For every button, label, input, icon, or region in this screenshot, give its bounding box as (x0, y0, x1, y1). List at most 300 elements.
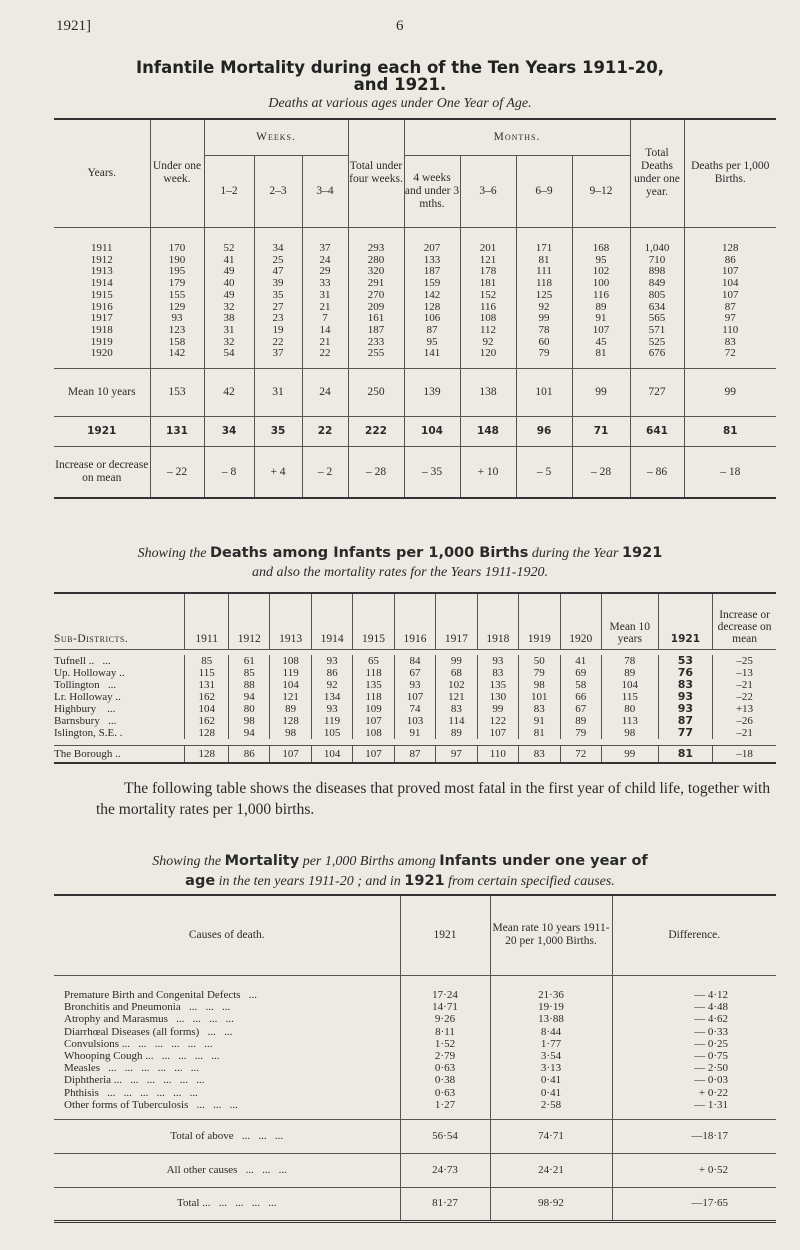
cell: 115 (185, 667, 229, 679)
cell: Lr. Holloway .. (54, 691, 121, 703)
cell: 111 (516, 266, 572, 278)
cell: 1911 (90, 242, 113, 254)
cell: 34 (254, 243, 302, 255)
cell: 1921 (87, 425, 117, 438)
cell: 61 (229, 655, 270, 667)
cell: – 8 (204, 446, 254, 498)
cell: 222 (348, 416, 404, 446)
cell: 78 (516, 325, 572, 337)
cell: 116 (460, 302, 516, 314)
cell: 128 (270, 715, 311, 727)
cell: 52 (204, 243, 254, 255)
total-above-row (54, 1119, 776, 1153)
cell: —18·17 (612, 1119, 776, 1153)
cell: 121 (460, 255, 516, 267)
cell: 66 (560, 691, 601, 703)
table1-title-line1: Infantile Mortality during each of the Ten Years 1911-20, (136, 58, 664, 77)
cell: 67 (394, 667, 435, 679)
cell: 93 (394, 679, 435, 691)
cell: 1·77 (490, 1038, 612, 1050)
cell: 135 (477, 679, 518, 691)
cell: — 0·33 (612, 1026, 776, 1038)
row-1921 (54, 416, 776, 446)
cell: 31 (204, 325, 254, 337)
table-row (54, 266, 776, 278)
cell: 118 (353, 691, 394, 703)
cell: 187 (348, 325, 404, 337)
cell: 128 (185, 745, 229, 763)
cell: 89 (601, 667, 658, 679)
table-row (54, 655, 776, 667)
cell: 133 (404, 255, 460, 267)
cell: 24·73 (400, 1153, 490, 1187)
cell: 130 (477, 691, 518, 703)
cell: 47 (254, 266, 302, 278)
subdistrict-rates-table (54, 592, 776, 764)
cell: — 1·31 (612, 1099, 776, 1111)
cell: 107 (477, 727, 518, 739)
all-other-row (54, 1153, 776, 1187)
cell: 93 (477, 655, 518, 667)
cell: 123 (150, 325, 204, 337)
cell: 91 (519, 715, 560, 727)
cell: 93 (658, 703, 713, 715)
cell: — 4·48 (612, 1001, 776, 1013)
column-header: 1913 (270, 593, 311, 649)
cell: 102 (572, 266, 630, 278)
cell: 93 (311, 655, 352, 667)
table-row (54, 703, 776, 715)
cell: 255 (348, 348, 404, 360)
cell: 87 (394, 745, 435, 763)
cell: 138 (460, 368, 516, 416)
table-row (54, 255, 776, 267)
cell: 101 (516, 368, 572, 416)
table-row (54, 1038, 776, 1050)
table-row (54, 325, 776, 337)
cell: 24 (302, 368, 348, 416)
cell: – 28 (348, 446, 404, 498)
cell: 89 (270, 703, 311, 715)
cell: – 22 (150, 446, 204, 498)
cell: 49 (204, 290, 254, 302)
cell: 37 (254, 348, 302, 360)
cell: 107 (270, 745, 311, 763)
total-row (54, 1187, 776, 1221)
cell: 727 (630, 368, 684, 416)
cell: 85 (229, 667, 270, 679)
cell: 24 (302, 255, 348, 267)
cell: 49 (204, 266, 254, 278)
table1-title-line2: and 1921. (353, 75, 447, 94)
cell: +13 (713, 703, 776, 715)
cell: –13 (713, 667, 776, 679)
cell: 1·27 (400, 1099, 490, 1111)
cell: 9·26 (400, 1013, 490, 1025)
table-row (54, 1099, 776, 1111)
cell: Up. Holloway .. (54, 667, 125, 679)
col-m69: 6–9 (516, 155, 572, 227)
mean-row (54, 368, 776, 416)
cell: Atrophy and Marasmus ... ... ... ... (64, 1013, 234, 1026)
cell: 135 (353, 679, 394, 691)
cell: 37 (302, 243, 348, 255)
cell: 250 (348, 368, 404, 416)
cell: 81 (684, 416, 776, 446)
cell: 178 (460, 266, 516, 278)
cell: 91 (572, 313, 630, 325)
cell: 104 (404, 416, 460, 446)
infant-mortality-table (54, 118, 776, 499)
cell: Other forms of Tuberculosis ... ... ... (64, 1098, 238, 1111)
cell: 134 (311, 691, 352, 703)
cell: 120 (460, 348, 516, 360)
cell: 104 (311, 745, 352, 763)
cell: 1914 (90, 277, 113, 290)
table-row (54, 313, 776, 325)
cell: Islington, S.E. . (54, 727, 123, 739)
cell: 22 (302, 348, 348, 360)
cell: 31 (302, 290, 348, 302)
cell: 98·92 (490, 1187, 612, 1221)
cell: 128 (404, 302, 460, 314)
cell: 3·13 (490, 1062, 612, 1074)
cell: 53 (658, 655, 713, 667)
column-header: 1919 (519, 593, 560, 649)
cell: 104 (601, 679, 658, 691)
cell: 80 (601, 703, 658, 715)
cell: 112 (460, 325, 516, 337)
cell: 171 (516, 243, 572, 255)
column-header: Mean 10 years (601, 593, 658, 649)
cell: 99 (477, 703, 518, 715)
table-row (54, 290, 776, 302)
cell: 83 (519, 745, 560, 763)
cell: 92 (311, 679, 352, 691)
cell: — 4·62 (612, 1013, 776, 1025)
cell: 92 (460, 337, 516, 349)
cell: 107 (353, 715, 394, 727)
cell: 168 (572, 243, 630, 255)
table-row (54, 1013, 776, 1025)
cell: 119 (270, 667, 311, 679)
cell: 128 (185, 727, 229, 739)
causes-table (54, 894, 776, 1223)
cell: 79 (516, 348, 572, 360)
cell: Tufnell .. ... (54, 655, 111, 667)
cell: 79 (560, 727, 601, 739)
cell: All other causes ... ... ... (166, 1163, 287, 1176)
cell: 94 (229, 691, 270, 703)
t3-title-end: from certain specified causes. (448, 874, 615, 889)
table-row (54, 302, 776, 314)
cell: 100 (572, 278, 630, 290)
cell: 162 (185, 715, 229, 727)
col-w34: 3–4 (302, 155, 348, 227)
cell: Tollington ... (54, 679, 117, 691)
cell: 158 (150, 337, 204, 349)
cell: 676 (630, 348, 684, 360)
cell: 209 (348, 302, 404, 314)
cell: – 28 (572, 446, 630, 498)
cell: 128 (684, 243, 776, 255)
cell: 898 (630, 266, 684, 278)
cell: 83 (477, 667, 518, 679)
col-total-four-weeks: Total under four weeks. (348, 119, 404, 227)
cell: 170 (150, 243, 204, 255)
cell: 8·44 (490, 1026, 612, 1038)
borough-row (54, 745, 776, 763)
cell: 71 (572, 416, 630, 446)
table-row (54, 348, 776, 360)
cell: 65 (353, 655, 394, 667)
table2-title-bold: Deaths among Infants per 1,000 Births (210, 545, 529, 561)
col-group-months: Months. (404, 119, 630, 155)
cell: Measles ... ... ... ... ... ... (64, 1062, 200, 1075)
cell: 121 (270, 691, 311, 703)
cell: Convulsions ... ... ... ... ... ... (64, 1037, 213, 1050)
cell: – 35 (404, 446, 460, 498)
cell: 29 (302, 266, 348, 278)
cell: 1917 (90, 312, 113, 325)
column-header: Increase or decrease on mean (713, 593, 776, 649)
cell: 33 (302, 278, 348, 290)
cell: 101 (519, 691, 560, 703)
cell: 86 (684, 255, 776, 267)
table-row (54, 1087, 776, 1099)
cell: 89 (436, 727, 477, 739)
cell: + 0·22 (612, 1087, 776, 1099)
col-under-one-week: Under one week. (150, 119, 204, 227)
cell: 81 (519, 727, 560, 739)
cell: Premature Birth and Congenital Defects ... (64, 989, 258, 1001)
cell: 98 (270, 727, 311, 739)
cell: 81·27 (400, 1187, 490, 1221)
table-row (54, 243, 776, 255)
cell: –21 (713, 679, 776, 691)
cell: 81 (572, 348, 630, 360)
cell: 91 (394, 727, 435, 739)
cell: –26 (713, 715, 776, 727)
cell: 104 (270, 679, 311, 691)
cell: 72 (684, 348, 776, 360)
cell: Diphtheria ... ... ... ... ... ... (64, 1074, 205, 1087)
cell: 7 (302, 313, 348, 325)
cell: 69 (560, 667, 601, 679)
cell: 40 (204, 278, 254, 290)
cell: 1915 (90, 288, 113, 301)
cell: 24·21 (490, 1153, 612, 1187)
cell: 88 (229, 679, 270, 691)
cell: 93 (311, 703, 352, 715)
table-row (54, 727, 776, 739)
cell: 94 (229, 727, 270, 739)
cell: 179 (150, 278, 204, 290)
cell: 32 (204, 302, 254, 314)
cell: 195 (150, 266, 204, 278)
cell: 571 (630, 325, 684, 337)
cell: 106 (404, 313, 460, 325)
cell: 93 (658, 691, 713, 703)
cell: – 86 (630, 446, 684, 498)
col-mean-rate: Mean rate 10 years 1911-20 per 1,000 Births. (490, 895, 612, 975)
t3-title-mid2: in the ten years 1911-20 ; and in (218, 874, 401, 889)
column-header: 1914 (311, 593, 352, 649)
cell: 118 (516, 278, 572, 290)
cell: — 4·12 (612, 989, 776, 1001)
cell: 32 (204, 337, 254, 349)
table2-title-line1 (0, 544, 800, 563)
col-causes: Causes of death. (188, 929, 265, 942)
col-total-deaths: Total Deaths under one year. (630, 119, 684, 227)
cell: Highbury ... (54, 703, 116, 715)
table3-title-line2 (0, 872, 800, 891)
cell: 89 (572, 302, 630, 314)
t3-title-bold2: Infants under one year of (439, 853, 648, 869)
table2-title-mid: during the Year (531, 546, 619, 561)
cell: 159 (404, 278, 460, 290)
cell: 95 (572, 255, 630, 267)
cell: Mean 10 years (67, 385, 136, 398)
column-header: 1915 (353, 593, 394, 649)
cell: 121 (436, 691, 477, 703)
cell: 148 (460, 416, 516, 446)
cell: 83 (519, 703, 560, 715)
cell: 113 (601, 715, 658, 727)
cell: – 5 (516, 446, 572, 498)
cell: 96 (516, 416, 572, 446)
cell: 181 (460, 278, 516, 290)
cell: 270 (348, 290, 404, 302)
col-m36: 3–6 (460, 155, 516, 227)
cell: Total ... ... ... ... ... (177, 1197, 277, 1210)
cell: 2·79 (400, 1050, 490, 1062)
t3-title-bold1: Mortality (224, 853, 300, 869)
cell: —17·65 (612, 1187, 776, 1221)
cell: 14 (302, 325, 348, 337)
cell: 142 (150, 348, 204, 360)
cell: 98 (519, 679, 560, 691)
cell: Phthisis ... ... ... ... ... ... (64, 1086, 198, 1099)
cell: 98 (229, 715, 270, 727)
cell: 21·36 (490, 989, 612, 1001)
cell: 39 (254, 278, 302, 290)
cell: The Borough .. (54, 747, 121, 760)
column-header: 1911 (185, 593, 229, 649)
cell: 97 (684, 313, 776, 325)
page-number: 6 (396, 18, 404, 34)
cell: 84 (394, 655, 435, 667)
cell: 93 (150, 313, 204, 325)
cell: 21 (302, 302, 348, 314)
cell: 201 (460, 243, 516, 255)
cell: 118 (353, 667, 394, 679)
table-row (54, 989, 776, 1001)
cell: Diarrhœal Diseases (all forms) ... ... (64, 1025, 233, 1038)
cell: 104 (185, 703, 229, 715)
cell: 14·71 (400, 1001, 490, 1013)
cell: 1920 (90, 347, 113, 360)
col-difference: Difference. (612, 895, 776, 975)
cell: 131 (185, 679, 229, 691)
cell: 86 (229, 745, 270, 763)
table1-subtitle: Deaths at various ages under One Year of Age. (268, 96, 532, 111)
cell: –25 (713, 655, 776, 667)
cell: –18 (713, 745, 776, 763)
cell: 142 (404, 290, 460, 302)
t3-title-pre: Showing the (152, 854, 222, 869)
cell: 42 (204, 368, 254, 416)
cell: 34 (204, 416, 254, 446)
cell: 320 (348, 266, 404, 278)
column-header: 1917 (436, 593, 477, 649)
cell: 141 (404, 348, 460, 360)
cell: 81 (658, 745, 713, 763)
cell: 99 (572, 368, 630, 416)
cell: 97 (436, 745, 477, 763)
cell: 99 (436, 655, 477, 667)
cell: 103 (394, 715, 435, 727)
cell: 293 (348, 243, 404, 255)
cell: 1918 (90, 323, 113, 336)
intro-paragraph: The following table shows the diseases that proved most fatal in the first year of child life, together with the mortality rates per 1,000 births. (96, 780, 771, 818)
column-header: 1916 (394, 593, 435, 649)
cell: 41 (204, 255, 254, 267)
col-group-weeks: Weeks. (204, 119, 348, 155)
cell: 35 (254, 416, 302, 446)
table2-title-year: 1921 (621, 545, 663, 561)
cell: 107 (394, 691, 435, 703)
cell: 0·41 (490, 1087, 612, 1099)
cell: 83 (684, 337, 776, 349)
column-header: 1918 (477, 593, 518, 649)
cell: 129 (150, 302, 204, 314)
cell: 119 (311, 715, 352, 727)
cell: 107 (353, 745, 394, 763)
cell: 131 (150, 416, 204, 446)
cell: 805 (630, 290, 684, 302)
cell: 1912 (90, 253, 113, 266)
table-row (54, 1026, 776, 1038)
cell: 45 (572, 337, 630, 349)
cell: 110 (684, 325, 776, 337)
t3-title-bold3: age (185, 873, 216, 889)
cell: 83 (658, 679, 713, 691)
cell: 108 (460, 313, 516, 325)
cell: 291 (348, 278, 404, 290)
cell: 98 (601, 727, 658, 739)
cell: 74·71 (490, 1119, 612, 1153)
cell: 99 (516, 313, 572, 325)
cell: 634 (630, 302, 684, 314)
column-header: 1921 (658, 593, 713, 649)
cell: 21 (302, 337, 348, 349)
cell: 107 (684, 290, 776, 302)
col-w23: 2–3 (254, 155, 302, 227)
cell: 107 (572, 325, 630, 337)
cell: 565 (630, 313, 684, 325)
cell: 1919 (90, 335, 113, 348)
cell: 68 (436, 667, 477, 679)
t3-title-mid1: per 1,000 Births among (302, 854, 436, 869)
cell: 125 (516, 290, 572, 302)
cell: 87 (658, 715, 713, 727)
table-row (54, 679, 776, 691)
cell: 86 (311, 667, 352, 679)
year-header: 1921] (56, 18, 91, 34)
cell: 115 (601, 691, 658, 703)
cell: + 10 (460, 446, 516, 498)
